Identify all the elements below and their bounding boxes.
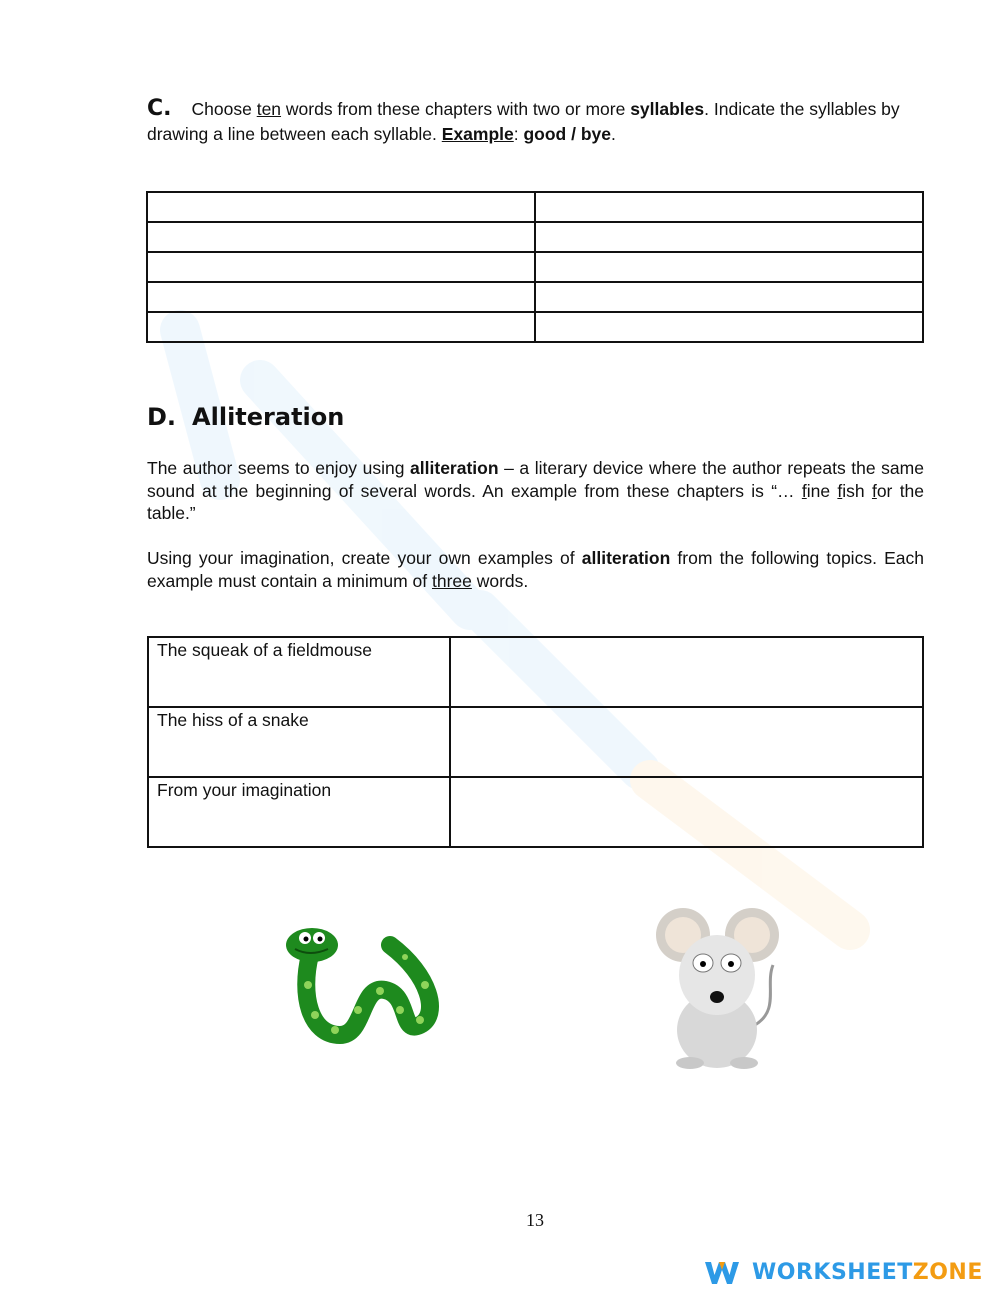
- bold-text: alliteration: [410, 458, 499, 478]
- answer-cell[interactable]: [450, 707, 923, 777]
- example-label: Example: [441, 124, 514, 144]
- text: – a literary device where the author repeats the same sound at the beginning of several words. An example from these chapters is “…: [147, 458, 924, 501]
- underlined-letter: f: [837, 480, 843, 501]
- section-d-letter: D.: [147, 403, 177, 431]
- section-d-heading: [147, 403, 344, 431]
- text: ish: [842, 480, 872, 501]
- answer-cell[interactable]: [535, 282, 923, 312]
- text: .: [610, 124, 616, 144]
- table-row: [148, 707, 923, 777]
- table-row: [147, 252, 923, 282]
- worksheetzone-logo[interactable]: [702, 1256, 983, 1288]
- page-number: 13: [526, 1210, 544, 1230]
- answer-cell[interactable]: [147, 252, 535, 282]
- syllable-answer-table: [146, 191, 924, 343]
- worksheetzone-wordmark: [752, 1260, 983, 1285]
- answer-cell[interactable]: [147, 282, 535, 312]
- answer-cell[interactable]: [450, 637, 923, 707]
- table-row: [148, 777, 923, 847]
- topic-label: From your imagination: [148, 777, 450, 847]
- text: The author seems to enjoy using: [147, 458, 411, 478]
- answer-cell[interactable]: [535, 222, 923, 252]
- section-d-title: Alliteration: [192, 403, 345, 431]
- underlined-letter: f: [871, 480, 877, 501]
- text: or the table.”: [147, 480, 925, 523]
- mouse-image: [655, 905, 780, 1070]
- text: Using your imagination, create your own examples of: [147, 548, 582, 568]
- answer-cell[interactable]: [535, 312, 923, 342]
- alliteration-definition: [147, 457, 924, 525]
- text: ine: [806, 480, 838, 501]
- bold-text: alliteration: [581, 548, 671, 568]
- answer-cell[interactable]: [535, 192, 923, 222]
- text: words from these chapters with two or more: [281, 99, 631, 119]
- worksheetzone-w-icon: [702, 1256, 742, 1288]
- text: . Indicate the syllables by drawing a line between each syllable.: [147, 99, 900, 144]
- underlined-letter: f: [801, 480, 807, 501]
- brand-part2: ZONE: [912, 1259, 983, 1285]
- answer-cell[interactable]: [535, 252, 923, 282]
- alliteration-topic-table: [147, 636, 924, 848]
- alliteration-instructions: [147, 547, 924, 592]
- answer-cell[interactable]: [147, 192, 535, 222]
- table-row: [147, 282, 923, 312]
- section-c-letter: C.: [147, 96, 172, 121]
- topic-label: The hiss of a snake: [148, 707, 450, 777]
- text: words.: [471, 570, 529, 591]
- text: from the following topics. Each example must contain a minimum of: [147, 548, 924, 591]
- table-row: [147, 192, 923, 222]
- table-row: [147, 222, 923, 252]
- table-row: [148, 637, 923, 707]
- example-value: good / bye: [523, 124, 611, 144]
- text: :: [513, 124, 524, 144]
- underlined-text: ten: [256, 99, 282, 119]
- snake-image: [280, 925, 445, 1050]
- answer-cell[interactable]: [450, 777, 923, 847]
- underlined-text: three: [431, 570, 472, 591]
- section-c-instructions: [147, 96, 907, 147]
- bold-text: syllables: [630, 99, 705, 119]
- answer-cell[interactable]: [147, 222, 535, 252]
- answer-cell[interactable]: [147, 312, 535, 342]
- table-row: [147, 312, 923, 342]
- brand-part1: WORKSHEET: [752, 1259, 913, 1285]
- text: Choose: [191, 99, 257, 119]
- topic-label: The squeak of a fieldmouse: [148, 637, 450, 707]
